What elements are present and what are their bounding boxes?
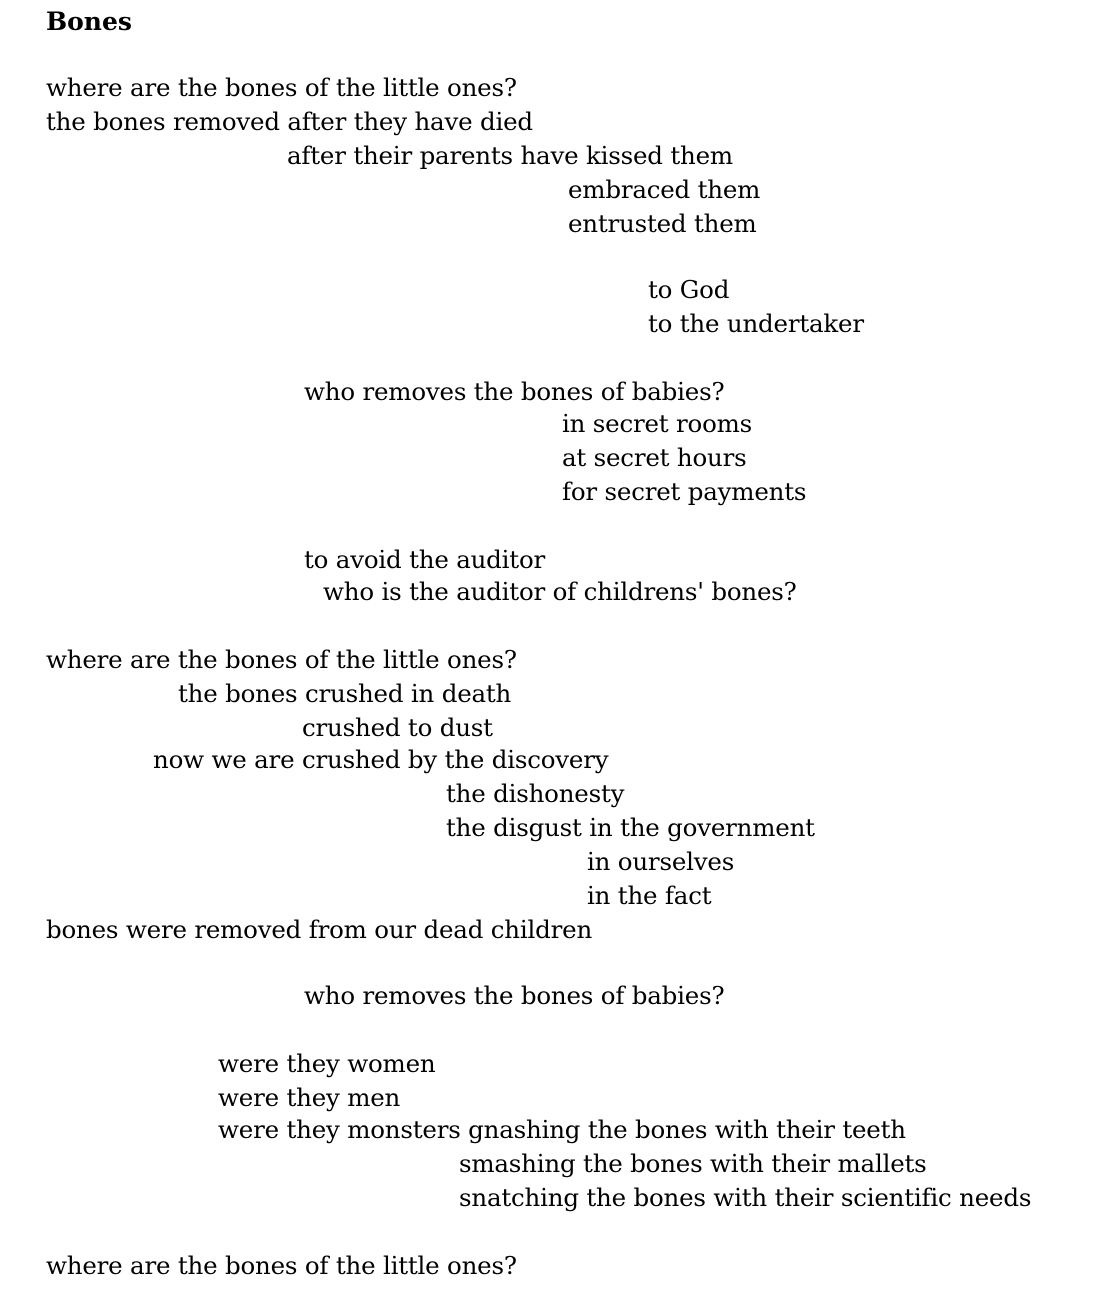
poem-line: the bones removed after they have died (46, 107, 533, 136)
poem-line: after their parents have kissed them (287, 141, 733, 170)
poem-line: the dishonesty (446, 779, 625, 808)
poem-line: where are the bones of the little ones? (46, 1251, 517, 1280)
poem-line: to the undertaker (648, 309, 864, 338)
poem-line: where are the bones of the little ones? (46, 645, 517, 674)
poem-line: were they women (218, 1049, 436, 1078)
poem-line: who is the auditor of childrens' bones? (323, 577, 797, 606)
poem-line: who removes the bones of babies? (304, 377, 725, 406)
poem-line: to God (648, 275, 730, 304)
poem-line: the bones crushed in death (178, 679, 512, 708)
poem-line: bones were removed from our dead children (46, 915, 593, 944)
poem-line: smashing the bones with their mallets (459, 1149, 927, 1178)
poem-line: crushed to dust (302, 713, 493, 742)
poem-line: for secret payments (562, 477, 807, 506)
poem-line: the disgust in the government (446, 813, 815, 842)
poem-line: now we are crushed by the discovery (153, 745, 609, 774)
poem-line: in ourselves (587, 847, 735, 876)
poem-title: Bones (46, 7, 132, 36)
poem-line: in secret rooms (562, 409, 753, 438)
poem-line: snatching the bones with their scientific needs (459, 1183, 1032, 1212)
poem-line: embraced them (568, 175, 761, 204)
poem-line: who removes the bones of babies? (304, 981, 725, 1010)
poem-line: were they men (218, 1083, 401, 1112)
poem-line: were they monsters gnashing the bones with their teeth (218, 1115, 906, 1144)
poem-line: entrusted them (568, 209, 757, 238)
poem-line: where are the bones of the little ones? (46, 73, 517, 102)
poem-line: at secret hours (562, 443, 747, 472)
poem-line: in the fact (587, 881, 712, 910)
poem-line: to avoid the auditor (304, 545, 546, 574)
